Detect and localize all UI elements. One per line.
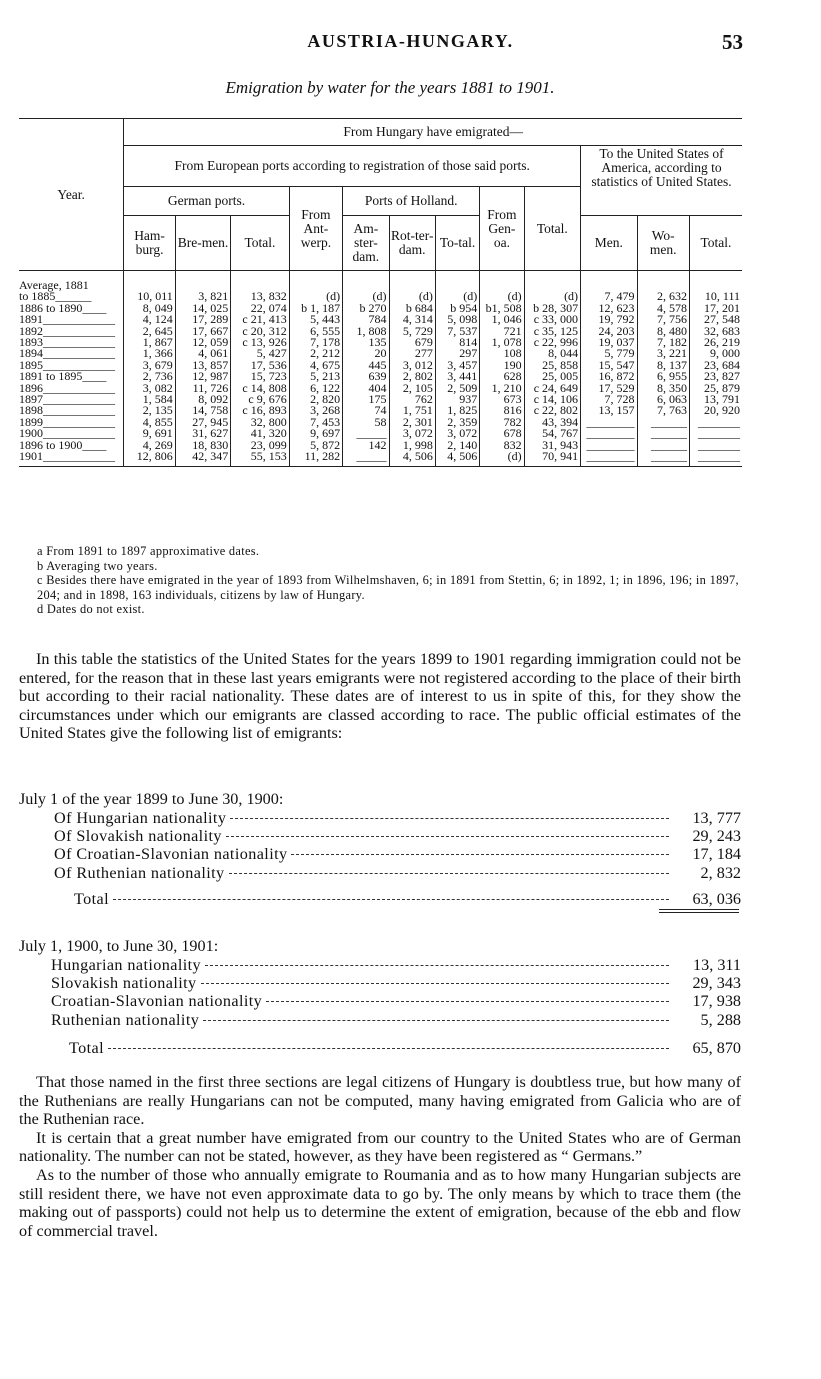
table-cell: 6, 063 — [637, 394, 689, 405]
table-cell: 1, 867 — [124, 337, 175, 348]
header-from-european-ports: From European ports according to registration of those said ports. — [124, 146, 581, 187]
table-cell: b 684 — [389, 303, 435, 314]
table-cell: 31, 943 — [524, 440, 580, 451]
table-cell: 41, 320 — [231, 428, 289, 439]
list-row — [51, 956, 741, 974]
table-cell: 175 — [343, 394, 389, 405]
table-cell: 5, 872 — [289, 440, 342, 451]
table-cell: 14, 025 — [175, 303, 230, 314]
table-row — [19, 451, 742, 466]
dot-leader — [205, 965, 669, 966]
table-cell: 3, 679 — [124, 360, 175, 371]
table-cell: 1, 998 — [389, 440, 435, 451]
year-cell: 1894____________ — [19, 346, 115, 361]
table-cell: 2, 135 — [124, 405, 175, 416]
table-cell: 55, 153 — [231, 451, 289, 466]
list-label: Hungarian nationality — [51, 955, 202, 974]
table-cell: 27, 945 — [175, 417, 230, 428]
year-cell: 1897____________ — [19, 392, 115, 407]
list-value: 17, 938 — [692, 992, 741, 1011]
table-cell: 190 — [480, 360, 524, 371]
table-cell: c 20, 312 — [231, 326, 289, 337]
table-cell: 3, 072 — [389, 428, 435, 439]
table-cell: 814 — [435, 337, 479, 348]
paragraph-ruthenians: That those named in the first three sections are legal citizens of Hungary is doubtless true, but how many of the Ruthenians are really Hungarians can not be computed, many having emigrated from Galicia who are of the Ruthenian race. — [19, 1073, 741, 1129]
list-row — [51, 1011, 741, 1029]
header-ports-of-holland: Ports of Holland. — [343, 187, 480, 216]
table-cell: 7, 453 — [289, 417, 342, 428]
table-cell: ________ — [581, 451, 637, 466]
list-value: 13, 777 — [692, 808, 741, 827]
table-cell: 5, 779 — [581, 348, 637, 359]
table-cell: b 270 — [343, 303, 389, 314]
table-cell: 108 — [480, 348, 524, 359]
table-body — [19, 271, 742, 467]
closing-paragraphs — [19, 1073, 741, 1240]
table-cell: 762 — [389, 394, 435, 405]
table-cell: b 28, 307 — [524, 303, 580, 314]
table-cell: 32, 800 — [231, 417, 289, 428]
table-cell: 832 — [480, 440, 524, 451]
table-cell: 25, 858 — [524, 360, 580, 371]
table-cell: 8, 092 — [175, 394, 230, 405]
dot-leader — [108, 1048, 669, 1049]
table-cell: 16, 872 — [581, 371, 637, 382]
intro-paragraph-block — [19, 650, 741, 743]
header-us-total: Total. — [689, 216, 742, 271]
header-total: Total. — [524, 187, 580, 271]
list-1899-total-row — [19, 890, 741, 908]
table-cell: 2, 820 — [289, 394, 342, 405]
table-cell: 2, 632 — [637, 291, 689, 302]
list-value: 17, 184 — [692, 845, 741, 864]
table-cell: b 1, 187 — [289, 303, 342, 314]
dot-leader — [203, 1020, 669, 1021]
emigrants-list-1899 — [19, 790, 741, 913]
table-cell: 15, 547 — [581, 360, 637, 371]
table-cell: ______ — [637, 417, 689, 428]
table-cell: 18, 830 — [175, 440, 230, 451]
total-value: 63, 036 — [692, 890, 741, 909]
table-cell: 1, 584 — [124, 394, 175, 405]
table-cell: 142 — [343, 440, 389, 451]
year-cell: 1898____________ — [19, 403, 115, 418]
table-cell: 1, 210 — [480, 383, 524, 394]
table-cell: c 22, 802 — [524, 405, 580, 416]
table-cell: 14, 758 — [175, 405, 230, 416]
table-cell: 7, 537 — [435, 326, 479, 337]
year-cell: 1896____________ — [19, 380, 115, 395]
list-row — [54, 845, 741, 863]
table-cell: 4, 675 — [289, 360, 342, 371]
table-cell: 13, 791 — [689, 394, 742, 405]
dot-leader — [229, 873, 669, 874]
total-label: Total — [74, 890, 110, 909]
footnotes — [19, 544, 742, 617]
table-cell: 1, 078 — [480, 337, 524, 348]
table-cell: 2, 509 — [435, 383, 479, 394]
table-cell: 1, 366 — [124, 348, 175, 359]
table-cell — [175, 271, 230, 292]
table-cell: 678 — [480, 428, 524, 439]
table-caption: Emigration by water for the years 1881 to 1901. — [225, 78, 555, 97]
table-cell: c 33, 000 — [524, 314, 580, 325]
table-cell: 20 — [343, 348, 389, 359]
table-cell: 135 — [343, 337, 389, 348]
list-row — [54, 809, 741, 827]
year-cell: 1899____________ — [19, 414, 115, 429]
table-cell: 7, 479 — [581, 291, 637, 302]
table-cell: 2, 212 — [289, 348, 342, 359]
table-cell: 1, 751 — [389, 405, 435, 416]
year-cell: 1891 to 1895____ — [19, 369, 107, 384]
year-cell: to 1885______ — [19, 289, 92, 304]
table-cell: 6, 122 — [289, 383, 342, 394]
table-cell: c 22, 996 — [524, 337, 580, 348]
table-cell: 4, 061 — [175, 348, 230, 359]
dot-leader — [230, 818, 669, 819]
table-cell: 1, 808 — [343, 326, 389, 337]
dot-leader — [291, 854, 669, 855]
table-cell: 17, 667 — [175, 326, 230, 337]
table-cell: ______ — [637, 440, 689, 451]
total-value: 65, 870 — [692, 1039, 741, 1058]
table-cell: _____ — [343, 451, 389, 466]
table-cell: 17, 536 — [231, 360, 289, 371]
table-cell: b 954 — [435, 303, 479, 314]
table-cell: 784 — [343, 314, 389, 325]
table-cell: 8, 044 — [524, 348, 580, 359]
table-cell: 9, 697 — [289, 428, 342, 439]
table-cell — [389, 271, 435, 292]
table-cell: 816 — [480, 405, 524, 416]
table-cell: 32, 683 — [689, 326, 742, 337]
list-1900-items — [19, 956, 741, 1030]
header-from-hungary: From Hungary have emigrated— — [124, 119, 742, 146]
table-cell — [689, 271, 742, 292]
table-cell: 4, 124 — [124, 314, 175, 325]
list-row — [51, 974, 741, 992]
table-cell: 2, 301 — [389, 417, 435, 428]
table-cell: 5, 729 — [389, 326, 435, 337]
table-cell: 2, 140 — [435, 440, 479, 451]
page-number: 53 — [722, 30, 743, 54]
header-amsterdam: Am-ster-dam. — [343, 216, 389, 271]
table-cell: 4, 578 — [637, 303, 689, 314]
table-cell: (d) — [343, 291, 389, 302]
table-cell: 15, 723 — [231, 371, 289, 382]
table-cell: 19, 037 — [581, 337, 637, 348]
table-cell: ________ — [581, 417, 637, 428]
table-cell — [343, 271, 389, 292]
table-cell: 23, 684 — [689, 360, 742, 371]
table-cell: ______ — [637, 451, 689, 466]
header-german-ports: German ports. — [124, 187, 289, 216]
footnote-b: b Averaging two years. — [37, 558, 158, 573]
header-rotterdam: Rot-ter-dam. — [389, 216, 435, 271]
table-cell: 7, 728 — [581, 394, 637, 405]
table-cell: c 9, 676 — [231, 394, 289, 405]
total-double-rule — [659, 909, 739, 913]
table-cell: 3, 441 — [435, 371, 479, 382]
table-cell: 2, 645 — [124, 326, 175, 337]
table-cell: c 21, 413 — [231, 314, 289, 325]
table-cell — [637, 271, 689, 292]
table-cell: 5, 213 — [289, 371, 342, 382]
table-cell: 12, 623 — [581, 303, 637, 314]
table-cell: 31, 627 — [175, 428, 230, 439]
dot-leader — [113, 899, 669, 900]
header-from-genoa: From Gen-oa. — [480, 187, 524, 271]
list-label: Of Croatian-Slavonian nationality — [54, 845, 288, 864]
dot-leader — [201, 983, 669, 984]
table-cell: _______ — [689, 440, 742, 451]
emigrants-list-1900 — [19, 937, 741, 1058]
year-cell: 1895____________ — [19, 357, 115, 372]
list-label: Of Slovakish nationality — [54, 826, 222, 845]
table-cell: 58 — [343, 417, 389, 428]
table-cell: 17, 529 — [581, 383, 637, 394]
table-cell: 27, 548 — [689, 314, 742, 325]
year-cell: Average, 1881 — [19, 278, 89, 292]
table-cell: 2, 802 — [389, 371, 435, 382]
table-cell: (d) — [435, 291, 479, 302]
list-1900-heading: July 1, 1900, to June 30, 1901: — [19, 937, 219, 955]
table-cell: 297 — [435, 348, 479, 359]
table-cell: 3, 457 — [435, 360, 479, 371]
header-women: Wo-men. — [637, 216, 689, 271]
table-cell: 639 — [343, 371, 389, 382]
table-cell: 8, 480 — [637, 326, 689, 337]
intro-paragraph: In this table the statistics of the United States for the years 1899 to 1901 regarding immigration could not be entered, for the reason that in these last years emigrants were not registered according to the place of their birth but according to their racial nationality. These dates are of interest to us in spite of this, for they show the circumstances under which our emigrants are classed according to race. The public official estimates of the United States give the following list of emigrants: — [19, 650, 741, 743]
paragraph-roumania: As to the number of those who annually emigrate to Roumania and as to how many Hungarian subjects are still resident there, we have not even approximate data to go by. The only means by which to trace them (the making out of passports) could not help us to determine the extent of emigration, because of the ebb and flow of commercial travel. — [19, 1165, 741, 1240]
table-cell — [581, 271, 637, 292]
header-hamburg: Ham-burg. — [124, 216, 175, 271]
table-cell: 8, 049 — [124, 303, 175, 314]
table-cell: 11, 726 — [175, 383, 230, 394]
table-cell: 628 — [480, 371, 524, 382]
table-cell: 445 — [343, 360, 389, 371]
header-to-united-states: To the United States of America, according to statistics of United States. — [581, 146, 742, 216]
header-from-antwerp: From Ant-werp. — [289, 187, 342, 271]
table-cell: c 24, 649 — [524, 383, 580, 394]
footnote-a: a From 1891 to 1897 approximative dates. — [37, 544, 260, 558]
table-cell: ________ — [581, 440, 637, 451]
table-row — [19, 271, 742, 292]
table-cell: _____ — [343, 428, 389, 439]
header-year: Year. — [19, 119, 124, 271]
emigration-table — [19, 118, 742, 467]
table-cell: 7, 178 — [289, 337, 342, 348]
list-label: Slovakish nationality — [51, 973, 197, 992]
table-cell: c 14, 106 — [524, 394, 580, 405]
table-cell — [289, 271, 342, 292]
list-value: 2, 832 — [700, 863, 741, 882]
list-label: Of Hungarian nationality — [54, 808, 227, 827]
running-title: AUSTRIA-HUNGARY. — [307, 31, 514, 51]
year-cell: 1892____________ — [19, 323, 115, 338]
table-cell: 2, 736 — [124, 371, 175, 382]
table-cell: 2, 359 — [435, 417, 479, 428]
table-cell: (d) — [389, 291, 435, 302]
table-cell: 3, 221 — [637, 348, 689, 359]
table-cell: 7, 763 — [637, 405, 689, 416]
table-cell: 11, 282 — [289, 451, 342, 466]
header-german-total: Total. — [231, 216, 289, 271]
table-cell: 70, 941 — [524, 451, 580, 466]
table-cell: b1, 508 — [480, 303, 524, 314]
table-cell: 679 — [389, 337, 435, 348]
table-cell: 12, 987 — [175, 371, 230, 382]
table-cell: 673 — [480, 394, 524, 405]
table-cell: _______ — [689, 417, 742, 428]
table-cell: 7, 756 — [637, 314, 689, 325]
table-cell: 12, 059 — [175, 337, 230, 348]
table-cell: (d) — [524, 291, 580, 302]
table-cell: 5, 098 — [435, 314, 479, 325]
table-cell: 42, 347 — [175, 451, 230, 466]
year-cell: 1896 to 1900____ — [19, 437, 107, 452]
table-cell: 6, 955 — [637, 371, 689, 382]
table-cell: 1, 825 — [435, 405, 479, 416]
list-value: 5, 288 — [700, 1010, 741, 1029]
header-bremen: Bre-men. — [175, 216, 230, 271]
table-cell: 7, 182 — [637, 337, 689, 348]
table-cell: 2, 105 — [389, 383, 435, 394]
table-cell: 19, 792 — [581, 314, 637, 325]
table-cell: 6, 555 — [289, 326, 342, 337]
header-holland-total: To-tal. — [435, 216, 479, 271]
table-cell: 25, 005 — [524, 371, 580, 382]
table-cell: 3, 268 — [289, 405, 342, 416]
year-cell: 1900____________ — [19, 426, 115, 441]
table-cell: 721 — [480, 326, 524, 337]
list-label: Croatian-Slavonian nationality — [51, 992, 263, 1011]
year-cell: 1886 to 1890____ — [19, 300, 107, 315]
table-cell: 3, 012 — [389, 360, 435, 371]
table-cell: ______ — [637, 428, 689, 439]
total-label: Total — [69, 1039, 105, 1058]
header-men: Men. — [581, 216, 637, 271]
table-cell: 937 — [435, 394, 479, 405]
dot-leader — [226, 836, 669, 837]
table-cell: 4, 855 — [124, 417, 175, 428]
list-value: 29, 343 — [692, 973, 741, 992]
table-cell: ________ — [581, 428, 637, 439]
table-cell: 4, 506 — [435, 451, 479, 466]
footnote-d: d Dates do not exist. — [37, 602, 145, 617]
table-cell: 24, 203 — [581, 326, 637, 337]
table-cell: c 35, 125 — [524, 326, 580, 337]
table-cell: 23, 827 — [689, 371, 742, 382]
table-cell: 12, 806 — [124, 451, 175, 466]
table-cell: 8, 137 — [637, 360, 689, 371]
list-value: 29, 243 — [692, 826, 741, 845]
table-cell: 23, 099 — [231, 440, 289, 451]
table-cell: 404 — [343, 383, 389, 394]
table-cell: 43, 394 — [524, 417, 580, 428]
table-cell: 22, 074 — [231, 303, 289, 314]
table-cell: 54, 767 — [524, 428, 580, 439]
table-cell — [231, 271, 289, 292]
table-cell: c 16, 893 — [231, 405, 289, 416]
list-1899-items — [19, 809, 741, 883]
table-cell: 74 — [343, 405, 389, 416]
table-cell: 13, 157 — [581, 405, 637, 416]
table-cell: 8, 350 — [637, 383, 689, 394]
table-cell: 26, 219 — [689, 337, 742, 348]
list-value: 13, 311 — [693, 955, 741, 974]
list-row — [54, 827, 741, 845]
table-cell: (d) — [289, 291, 342, 302]
table-cell: 9, 000 — [689, 348, 742, 359]
table-cell: 3, 072 — [435, 428, 479, 439]
table-cell: 782 — [480, 417, 524, 428]
table-cell: 9, 691 — [124, 428, 175, 439]
table-cell: 10, 111 — [689, 291, 742, 302]
year-cell: 1901____________ — [19, 451, 124, 466]
list-1899-heading: July 1 of the year 1899 to June 30, 1900: — [19, 790, 284, 808]
table-cell: 3, 082 — [124, 383, 175, 394]
table-cell: 17, 201 — [689, 303, 742, 314]
table-cell: 277 — [389, 348, 435, 359]
table-cell: c 14, 808 — [231, 383, 289, 394]
table-cell: 10, 011 — [124, 291, 175, 302]
table-cell: 13, 857 — [175, 360, 230, 371]
list-label: Ruthenian nationality — [51, 1010, 200, 1029]
table-cell: 5, 427 — [231, 348, 289, 359]
table-cell: 20, 920 — [689, 405, 742, 416]
table-cell — [435, 271, 479, 292]
table-cell: _______ — [689, 428, 742, 439]
table-cell: 25, 879 — [689, 383, 742, 394]
table-cell — [124, 271, 175, 292]
table-cell: 3, 821 — [175, 291, 230, 302]
table-cell: 17, 289 — [175, 314, 230, 325]
table-cell: _______ — [689, 451, 742, 466]
year-cell: 1893____________ — [19, 335, 115, 350]
table-cell: (d) — [480, 291, 524, 302]
table-cell: 5, 443 — [289, 314, 342, 325]
table-cell: c 13, 926 — [231, 337, 289, 348]
list-1900-total-row — [19, 1039, 741, 1057]
paragraph-german-nationality: It is certain that a great number have emigrated from our country to the United States who are of German nationality. The number can not be stated, however, as they have been registered as “ Germans.” — [19, 1128, 741, 1166]
table-cell — [480, 271, 524, 292]
table-cell: 13, 832 — [231, 291, 289, 302]
year-cell: 1891____________ — [19, 312, 115, 327]
table-cell: 4, 506 — [389, 451, 435, 466]
list-label: Of Ruthenian nationality — [54, 863, 225, 882]
dot-leader — [266, 1001, 669, 1002]
table-cell — [524, 271, 580, 292]
table-cell: (d) — [480, 451, 524, 466]
footnote-c: c Besides there have emigrated in the year of 1893 from Wilhelmshaven, 6; in 1891 from Stettin, 6; in 1892, 1; in 1896, 196; in 1897, 204; and in 1898, 163 individuals, citizens by law of Hungary. — [37, 573, 739, 602]
list-row — [54, 864, 741, 882]
list-row — [51, 992, 741, 1010]
table-cell: 4, 269 — [124, 440, 175, 451]
table-cell: 4, 314 — [389, 314, 435, 325]
table-cell: 1, 046 — [480, 314, 524, 325]
